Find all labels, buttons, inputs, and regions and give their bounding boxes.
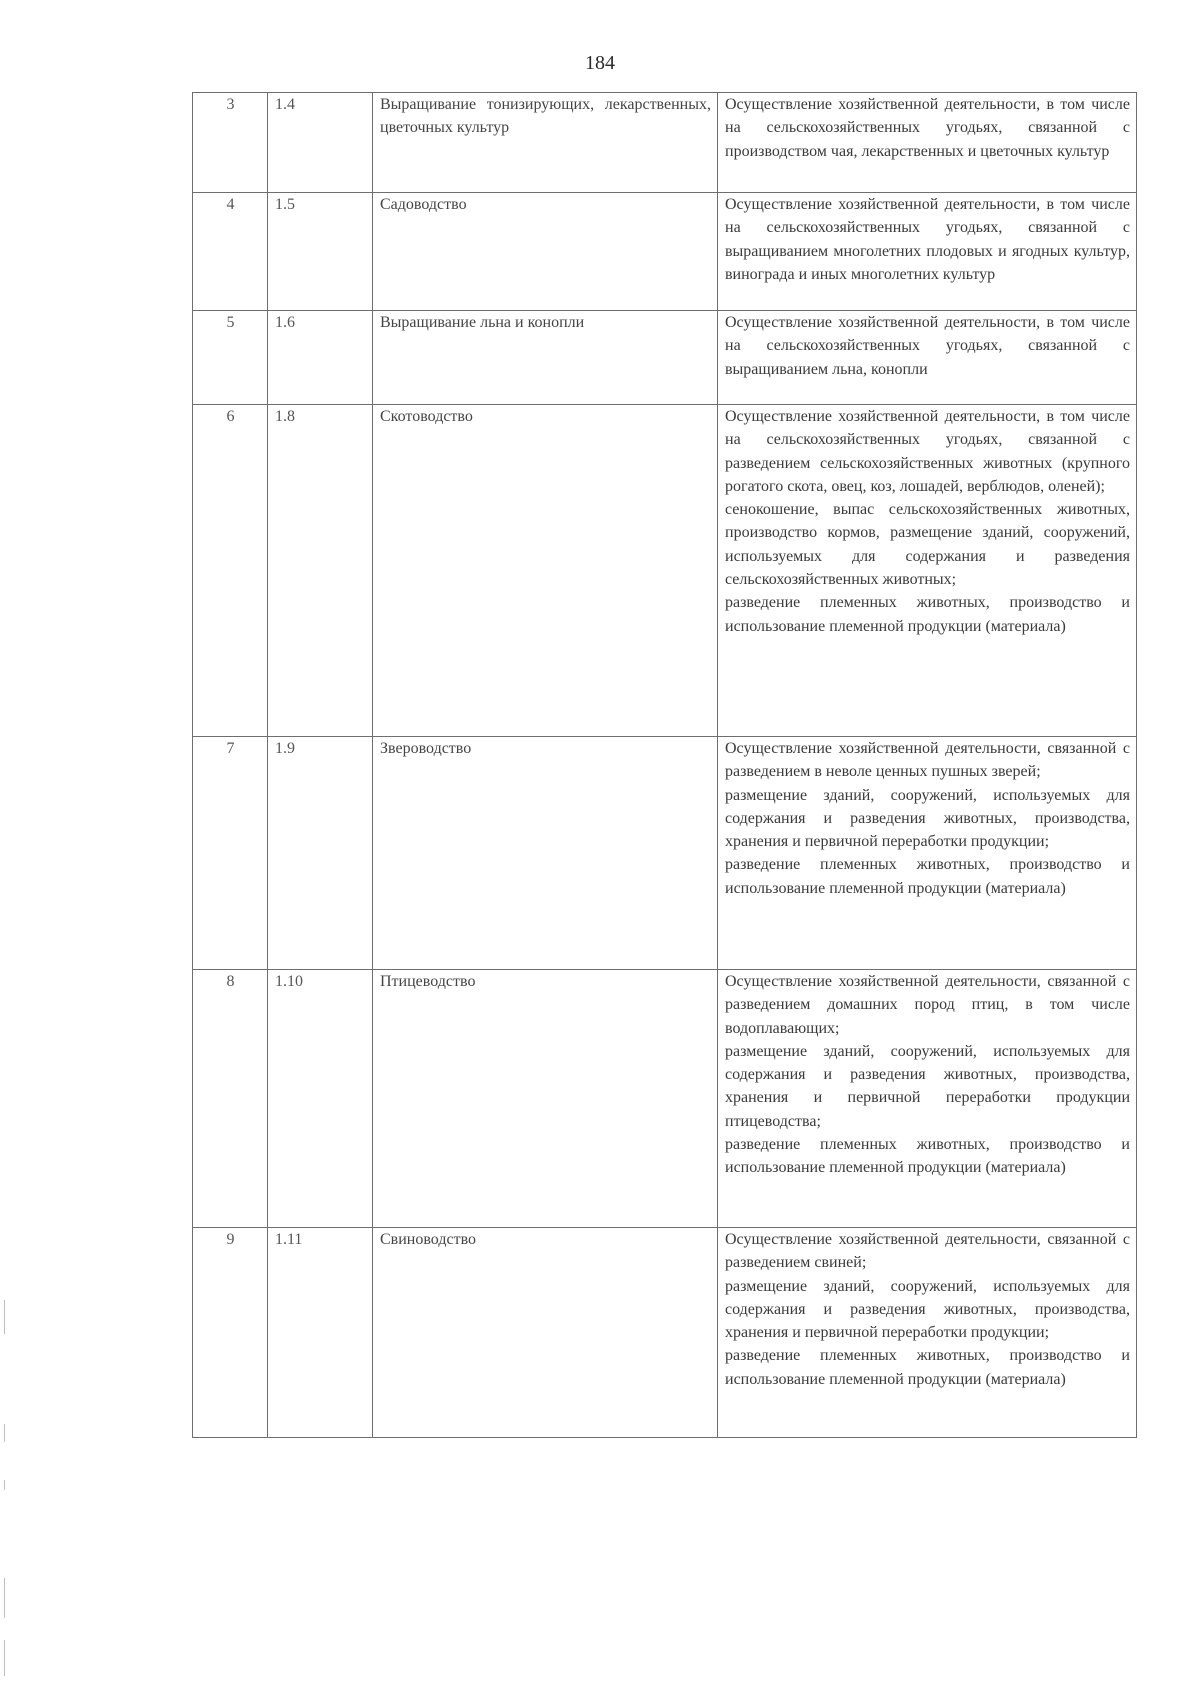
table-row — [193, 405, 1137, 737]
description-paragraph: размещение зданий, сооружений, используемых для содержания и разведения животных, производства, хранения и первичной переработки продукции птицеводства; — [725, 1042, 1130, 1130]
use-description — [718, 405, 1137, 737]
use-name: Садоводство — [373, 193, 718, 311]
description-paragraph: разведение племенных животных, производство и использование племенной продукции (материала) — [725, 1347, 1130, 1388]
scan-margin-mark — [4, 1300, 5, 1334]
description-paragraph: Осуществление хозяйственной деятельности, связанной с разведением свиней; — [725, 1231, 1130, 1272]
use-description — [718, 93, 1137, 193]
description-paragraph: размещение зданий, сооружений, используемых для содержания и разведения животных, производства, хранения и первичной переработки продукции; — [725, 786, 1130, 851]
use-description — [718, 970, 1137, 1228]
use-code: 1.6 — [268, 311, 373, 405]
use-name: Птицеводство — [373, 970, 718, 1228]
description-paragraph: разведение племенных животных, производство и использование племенной продукции (материала) — [725, 594, 1130, 635]
use-name — [373, 93, 718, 193]
use-code: 1.8 — [268, 405, 373, 737]
description-paragraph: разведение племенных животных, производство и использование племенной продукции (материала) — [725, 856, 1130, 897]
row-number: 4 — [193, 193, 268, 311]
description-paragraph: разведение племенных животных, производство и использование племенной продукции (материала) — [725, 1136, 1130, 1177]
use-code: 1.10 — [268, 970, 373, 1228]
use-name: Выращивание льна и конопли — [373, 311, 718, 405]
description-paragraph: Осуществление хозяйственной деятельности, в том числе на сельскохозяйственных угодьях, связанной с производством чая, лекарственных и цветочных культур — [725, 96, 1130, 160]
use-name: Свиноводство — [373, 1228, 718, 1438]
row-number: 9 — [193, 1228, 268, 1438]
table-row — [193, 970, 1137, 1228]
use-name: Звероводство — [373, 737, 718, 970]
description-paragraph: Осуществление хозяйственной деятельности, связанной с разведением домашних пород птиц, в том числе водоплавающих; — [725, 973, 1130, 1037]
land-use-table — [192, 92, 1137, 1438]
use-name: Скотоводство — [373, 405, 718, 737]
row-number: 8 — [193, 970, 268, 1228]
use-description — [718, 1228, 1137, 1438]
table-row — [193, 1228, 1137, 1438]
scan-margin-mark — [4, 1578, 5, 1618]
description-paragraph: сенокошение, выпас сельскохозяйственных животных, производство кормов, размещение зданий, сооружений, используемых для содержания и разведения сельскохозяйственных животных; — [725, 501, 1130, 589]
scan-margin-mark — [4, 1640, 5, 1676]
use-code: 1.11 — [268, 1228, 373, 1438]
use-name-text: Выращивание тонизирующих, лекарственных, цветочных культур — [380, 96, 711, 137]
row-number: 7 — [193, 737, 268, 970]
use-description — [718, 311, 1137, 405]
table-row — [193, 93, 1137, 193]
use-code: 1.4 — [268, 93, 373, 193]
scan-margin-mark — [4, 1424, 5, 1442]
use-description — [718, 193, 1137, 311]
row-number: 6 — [193, 405, 268, 737]
use-code: 1.5 — [268, 193, 373, 311]
description-paragraph: Осуществление хозяйственной деятельности, в том числе на сельскохозяйственных угодьях, связанной с выращиванием льна, конопли — [725, 314, 1130, 378]
row-number: 3 — [193, 93, 268, 193]
table-row — [193, 311, 1137, 405]
use-code: 1.9 — [268, 737, 373, 970]
scan-margin-mark — [4, 1480, 5, 1490]
page-number: 184 — [585, 52, 615, 74]
description-paragraph: Осуществление хозяйственной деятельности, в том числе на сельскохозяйственных угодьях, связанной с разведением сельскохозяйственных животных (крупного рогатого скота, овец, коз, лошадей, верблюдов, оленей); — [725, 408, 1130, 495]
description-paragraph: Осуществление хозяйственной деятельности, связанной с разведением в неволе ценных пушных зверей; — [725, 740, 1130, 781]
use-description — [718, 737, 1137, 970]
table-row — [193, 193, 1137, 311]
row-number: 5 — [193, 311, 268, 405]
description-paragraph: размещение зданий, сооружений, используемых для содержания и разведения животных, производства, хранения и первичной переработки продукции; — [725, 1277, 1130, 1342]
table-row — [193, 737, 1137, 970]
description-paragraph: Осуществление хозяйственной деятельности, в том числе на сельскохозяйственных угодьях, связанной с выращиванием многолетних плодовых и ягодных культур, винограда и иных многолетних культур — [725, 196, 1130, 283]
